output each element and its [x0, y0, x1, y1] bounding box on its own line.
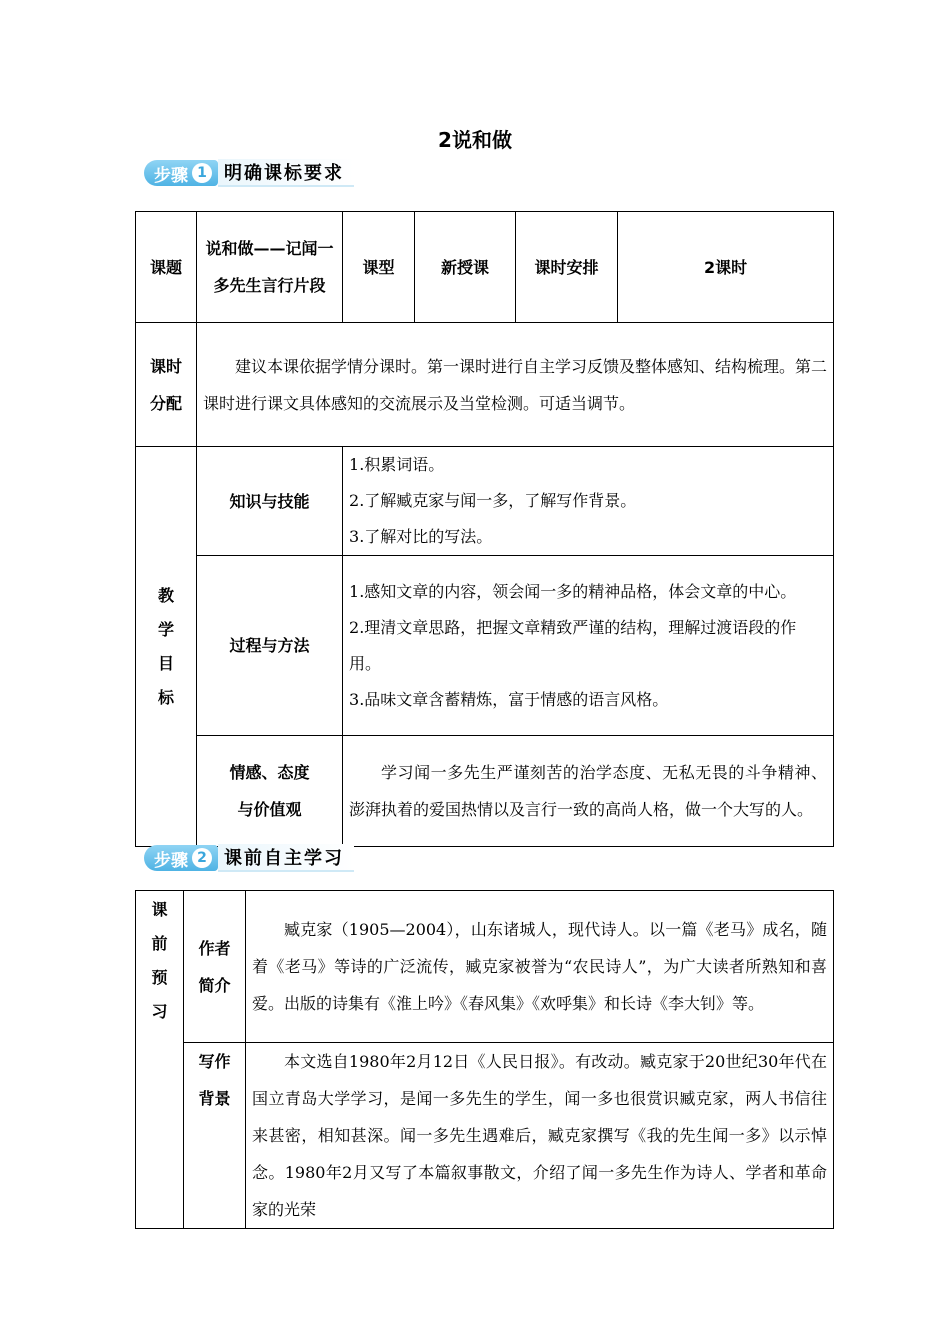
author-label-line2: 简介 — [198, 975, 231, 995]
process-items — [343, 556, 834, 736]
knowledge-row — [136, 447, 834, 556]
emotion-text: 学习闻一多先生严谨刻苦的治学态度、无私无畏的斗争精神、澎湃执着的爱国热情以及言行一致的高尚人格，做一个大写的人。 — [343, 736, 834, 847]
author-text: 臧克家（1905—2004），山东诸城人，现代诗人。以一篇《老马》成名，随着《老马》等诗的广泛流传，臧克家被誉为“农民诗人”，为广大读者所熟知和喜爱。出版的诗集有《淮上吟》《春风集》《欢呼集》和长诗《李大钊》等。 — [246, 891, 834, 1043]
goals-char: 学 — [157, 619, 174, 639]
author-row — [136, 891, 834, 1043]
goals-char: 标 — [157, 687, 174, 707]
process-item: 1.感知文章的内容，领会闻一多的精神品格，体会文章的中心。 — [349, 581, 797, 601]
lesson-type-label: 课型 — [343, 212, 415, 323]
goals-label — [136, 447, 197, 847]
allocation-row — [136, 323, 834, 447]
preview-char: 预 — [151, 968, 168, 987]
goals-char: 教 — [157, 585, 174, 605]
background-label — [184, 1043, 246, 1229]
course-info-table — [135, 211, 834, 847]
preview-char: 课 — [151, 900, 168, 919]
allocation-text: 建议本课依据学情分课时。第一课时进行自主学习反馈及整体感知、结构梳理。第二课时进行课文具体感知的交流展示及当堂检测。可适当调节。 — [197, 323, 834, 447]
schedule-label: 课时安排 — [516, 212, 618, 323]
step-badge-label: 步骤 — [154, 850, 188, 871]
emotion-row — [136, 736, 834, 847]
step-badge — [144, 845, 218, 871]
topic-label: 课题 — [136, 212, 197, 323]
emotion-label — [197, 736, 343, 847]
step-title: 课前自主学习 — [218, 844, 354, 872]
step-badge-label: 步骤 — [154, 165, 188, 186]
knowledge-label: 知识与技能 — [197, 447, 343, 556]
preview-char: 习 — [151, 1002, 168, 1021]
step-number: 2 — [192, 848, 212, 868]
author-label — [184, 891, 246, 1043]
process-row — [136, 556, 834, 736]
background-text: 本文选自1980年2月12日《人民日报》。有改动。臧克家于20世纪30年代在国立青岛大学学习，是闻一多先生的学生，闻一多也很赏识臧克家，两人书信往来甚密，相知甚深。闻一多先生遇难后，臧克家撰写《我的先生闻一多》以示悼念。1980年2月又写了本篇叙事散文，介绍了闻一多先生作为诗人、学者和革命家的光荣 — [246, 1043, 834, 1229]
emotion-label-line2: 与价值观 — [237, 800, 302, 819]
preview-char: 前 — [151, 934, 168, 953]
goals-char: 目 — [157, 653, 174, 673]
step-title: 明确课标要求 — [218, 159, 354, 187]
author-label-line1: 作者 — [198, 938, 231, 958]
knowledge-items — [343, 447, 834, 556]
step-2-header — [144, 844, 354, 872]
background-label-line2: 背景 — [198, 1089, 231, 1108]
background-label-line1: 写作 — [198, 1052, 231, 1071]
background-row — [136, 1043, 834, 1229]
schedule-value: 2课时 — [618, 212, 834, 323]
page-title: 2说和做 — [438, 128, 512, 152]
emotion-label-line1: 情感、态度 — [229, 763, 310, 782]
step-badge — [144, 160, 218, 186]
preview-label — [136, 891, 184, 1229]
process-label: 过程与方法 — [197, 556, 343, 736]
step-number: 1 — [192, 163, 212, 183]
allocation-label-line1: 课时 — [149, 356, 182, 376]
process-item: 3.品味文章含蓄精炼，富于情感的语言风格。 — [349, 689, 669, 709]
allocation-label — [136, 323, 197, 447]
topic-value: 说和做——记闻一多先生言行片段 — [197, 212, 343, 323]
preview-table — [135, 890, 834, 1229]
knowledge-item: 3.了解对比的写法。 — [349, 527, 493, 546]
process-item: 2.理清文章思路，把握文章精致严谨的结构，理解过渡语段的作用。 — [349, 617, 797, 673]
allocation-label-line2: 分配 — [149, 393, 182, 413]
knowledge-item: 1.积累词语。 — [349, 455, 445, 474]
lesson-type-value: 新授课 — [415, 212, 516, 323]
knowledge-item: 2.了解臧克家与闻一多，了解写作背景。 — [349, 491, 637, 510]
course-row — [136, 212, 834, 323]
step-1-header — [144, 159, 354, 187]
